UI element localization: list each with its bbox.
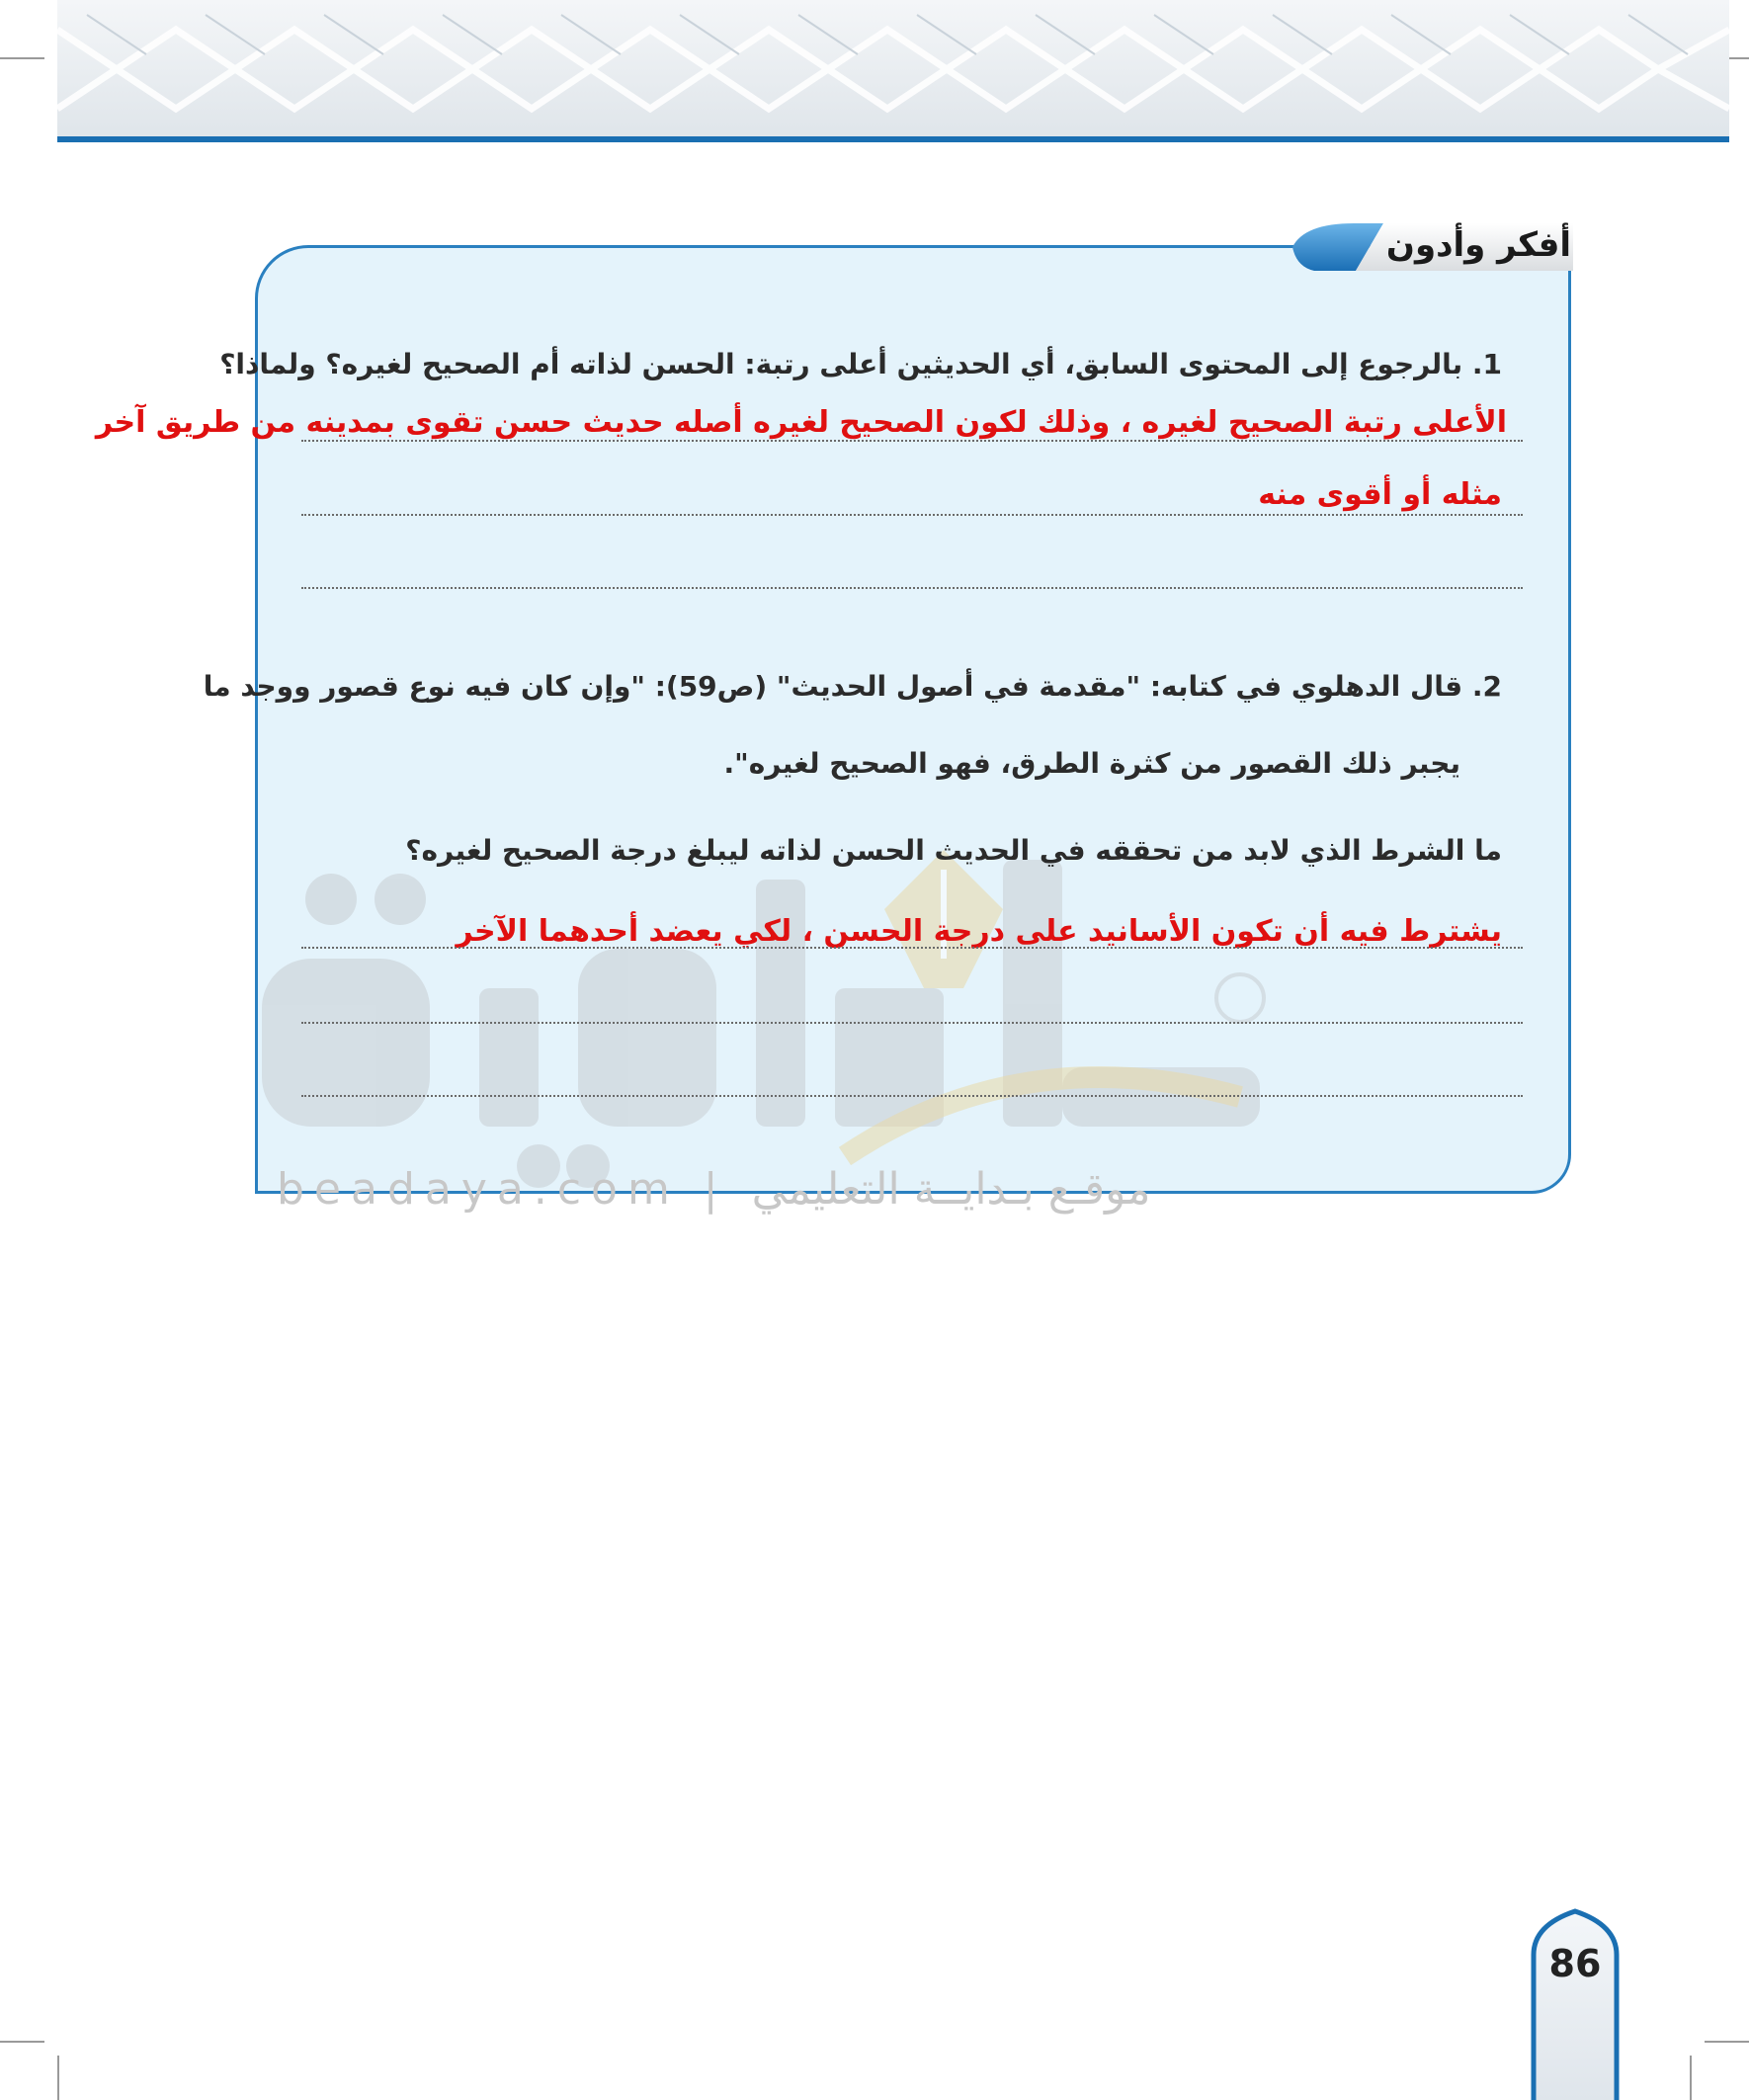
watermark-logo xyxy=(252,840,1339,1196)
watermark-url: beadaya.com | موقـع بـدايــة التعليمي xyxy=(277,1164,1151,1215)
page-number: 86 xyxy=(1548,1942,1602,1985)
answer-line xyxy=(301,1022,1523,1024)
header-rule xyxy=(57,136,1729,142)
answer-1-line-1: الأعلى رتبة الصحيح لغيره ، وذلك لكون الصحيح لغيره أصله حديث حسن تقوى بمدينه من طريق آخر xyxy=(95,405,1507,440)
answer-2: يشترط فيه أن تكون الأسانيد على درجة الحسن ، لكي يعضد أحدهما الآخر xyxy=(456,914,1502,949)
answer-line xyxy=(301,514,1523,516)
crop-mark xyxy=(0,57,44,59)
question-2-quote-line-2: يجبر ذلك القصور من كثرة الطرق، فهو الصحيح لغيره". xyxy=(723,747,1460,780)
crop-mark xyxy=(0,2041,44,2043)
answer-line xyxy=(301,1095,1523,1097)
crop-mark xyxy=(57,2056,59,2100)
page-number-tab xyxy=(1530,1907,1621,2100)
question-2: ما الشرط الذي لابد من تحققه في الحديث الحسن لذاته ليبلغ درجة الصحيح لغيره؟ xyxy=(405,834,1502,867)
crop-mark xyxy=(1690,2056,1692,2100)
section-title: أفكر وأدون xyxy=(1385,225,1571,265)
question-1: 1. بالرجوع إلى المحتوى السابق، أي الحديثين أعلى رتبة: الحسن لذاته أم الصحيح لغيره؟ ولماذا؟ xyxy=(219,348,1502,380)
question-2-quote-line-1: 2. قال الدهلوي في كتابه: "مقدمة في أصول الحديث" (ص59): "وإن كان فيه نوع قصور ووجد ما xyxy=(203,670,1502,703)
crop-mark xyxy=(1705,2041,1749,2043)
header-pattern xyxy=(57,0,1729,138)
answer-line xyxy=(301,587,1523,589)
answer-1-line-2: مثله أو أقوى منه xyxy=(1258,477,1502,512)
answer-line xyxy=(301,947,1523,949)
answer-line xyxy=(301,440,1523,442)
